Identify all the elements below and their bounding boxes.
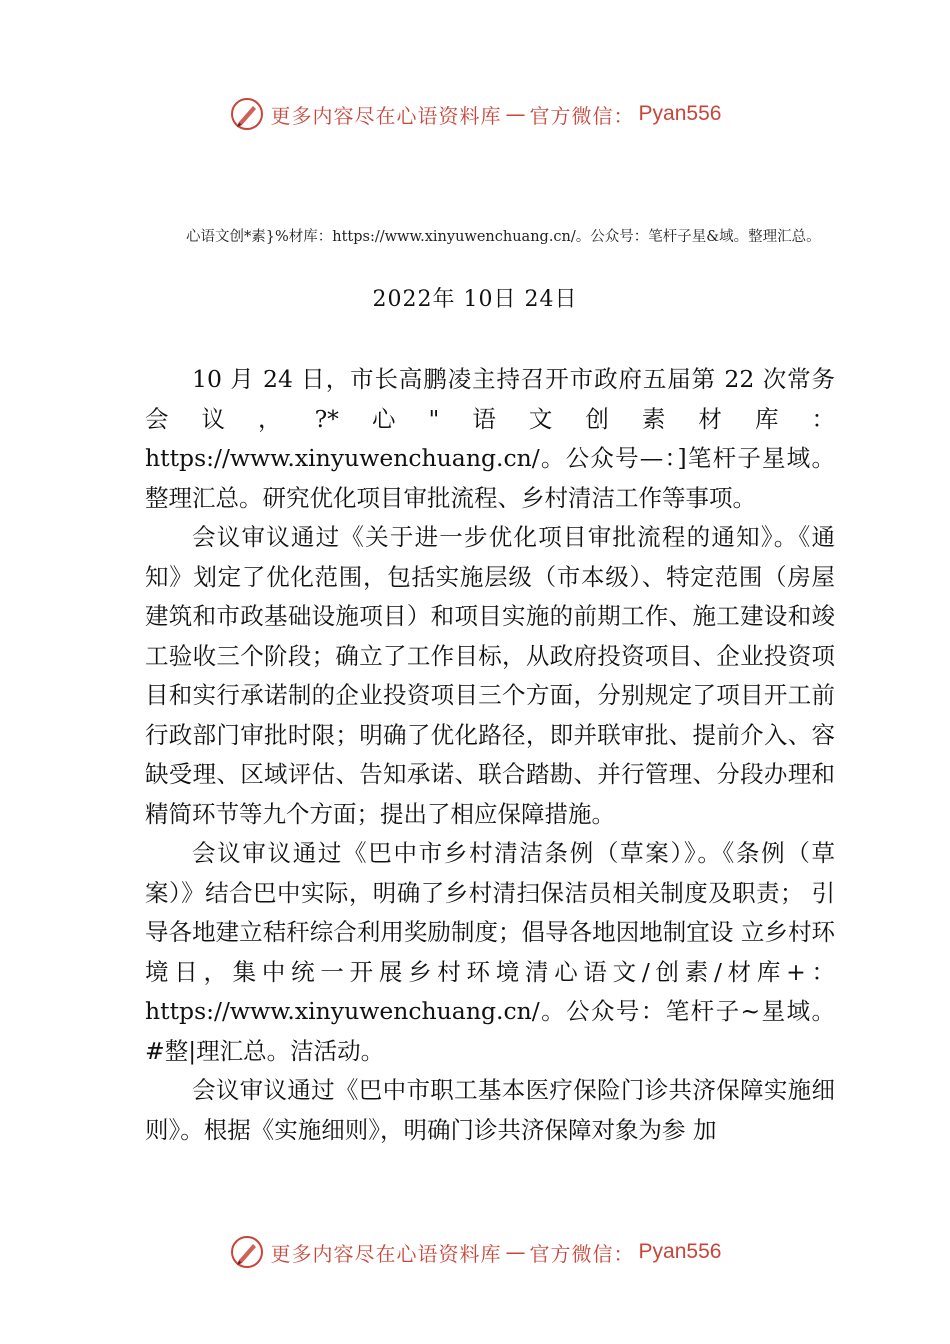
- paragraph: 会议审议通过《关于进一步优化项目审批流程的通知》。《通知》划定了优化范围，包括实施层级（市本级）、特定范围（房屋建筑和市政基础设施项目）和项目实施的前期工作、施工建设和竣工验收三个阶段；确立了工作目标，从政府投资项目、企业投资项目和实行承诺制的企业投资项目三个方面，分别规定了项目开工前行政部门审批时限；明确了优化路径，即并联审批、提前介入、容缺受理、区域评估、告知承诺、联合踏勘、并行管理、分段办理和精简环节等九个方面；提出了相应保障措施。: [145, 523, 835, 828]
- banner-wechat-label: 官方微信：: [529, 1241, 635, 1266]
- pen-seal-logo-icon: [229, 96, 265, 132]
- document-body: [145, 360, 835, 1150]
- paragraph: 会议审议通过《巴中市乡村清洁条例（草案）》。《条例（草 案）》结合巴中实际，明确了乡村清扫保洁员相关制度及职责； 引导各地建立秸秆综合利用奖励制度；倡导各地因地制宜设 立乡村环境日，集中统一开展乡村环境清心语文/创素/材库+：https://www.xinyuwenchuang.cn/。公众号：笔杆子~星域。#整|理汇总。洁活动。: [145, 839, 835, 1065]
- banner-text: 更多内容尽在心语资料库: [270, 103, 502, 128]
- banner-separator: —: [505, 1240, 526, 1264]
- banner-wechat-label: 官方微信：: [529, 103, 635, 128]
- paragraph: 会议审议通过《巴中市职工基本医疗保险门诊共济保障实施细则》。根据《实施细则》，明确门诊共济保障对象为参 加: [145, 1076, 835, 1144]
- paragraph: 10 月 24 日，市长高鹏凌主持召开市政府五届第 22 次常务会议，?*心"语文创素材库：https://www.xinyuwenchuang.cn/。公众号—：]笔杆子星域。整理汇总。研究优化项目审批流程、乡村清洁工作等事项。: [145, 365, 835, 512]
- banner-wechat-id: Pyan556: [638, 102, 722, 125]
- banner-text: 更多内容尽在心语资料库: [270, 1241, 502, 1266]
- source-note: 心语文创*素}%材库：https://www.xinyuwenchuang.cn/。公众号：笔杆子星&域。整理汇总。: [186, 229, 821, 245]
- banner-wechat-id: Pyan556: [638, 1240, 722, 1263]
- pen-seal-logo-icon: [229, 1234, 265, 1270]
- header-banner: [0, 92, 950, 136]
- footer-banner: [0, 1230, 950, 1274]
- banner-separator: —: [505, 102, 526, 126]
- document-date: 2022年 10日 24日: [372, 287, 578, 312]
